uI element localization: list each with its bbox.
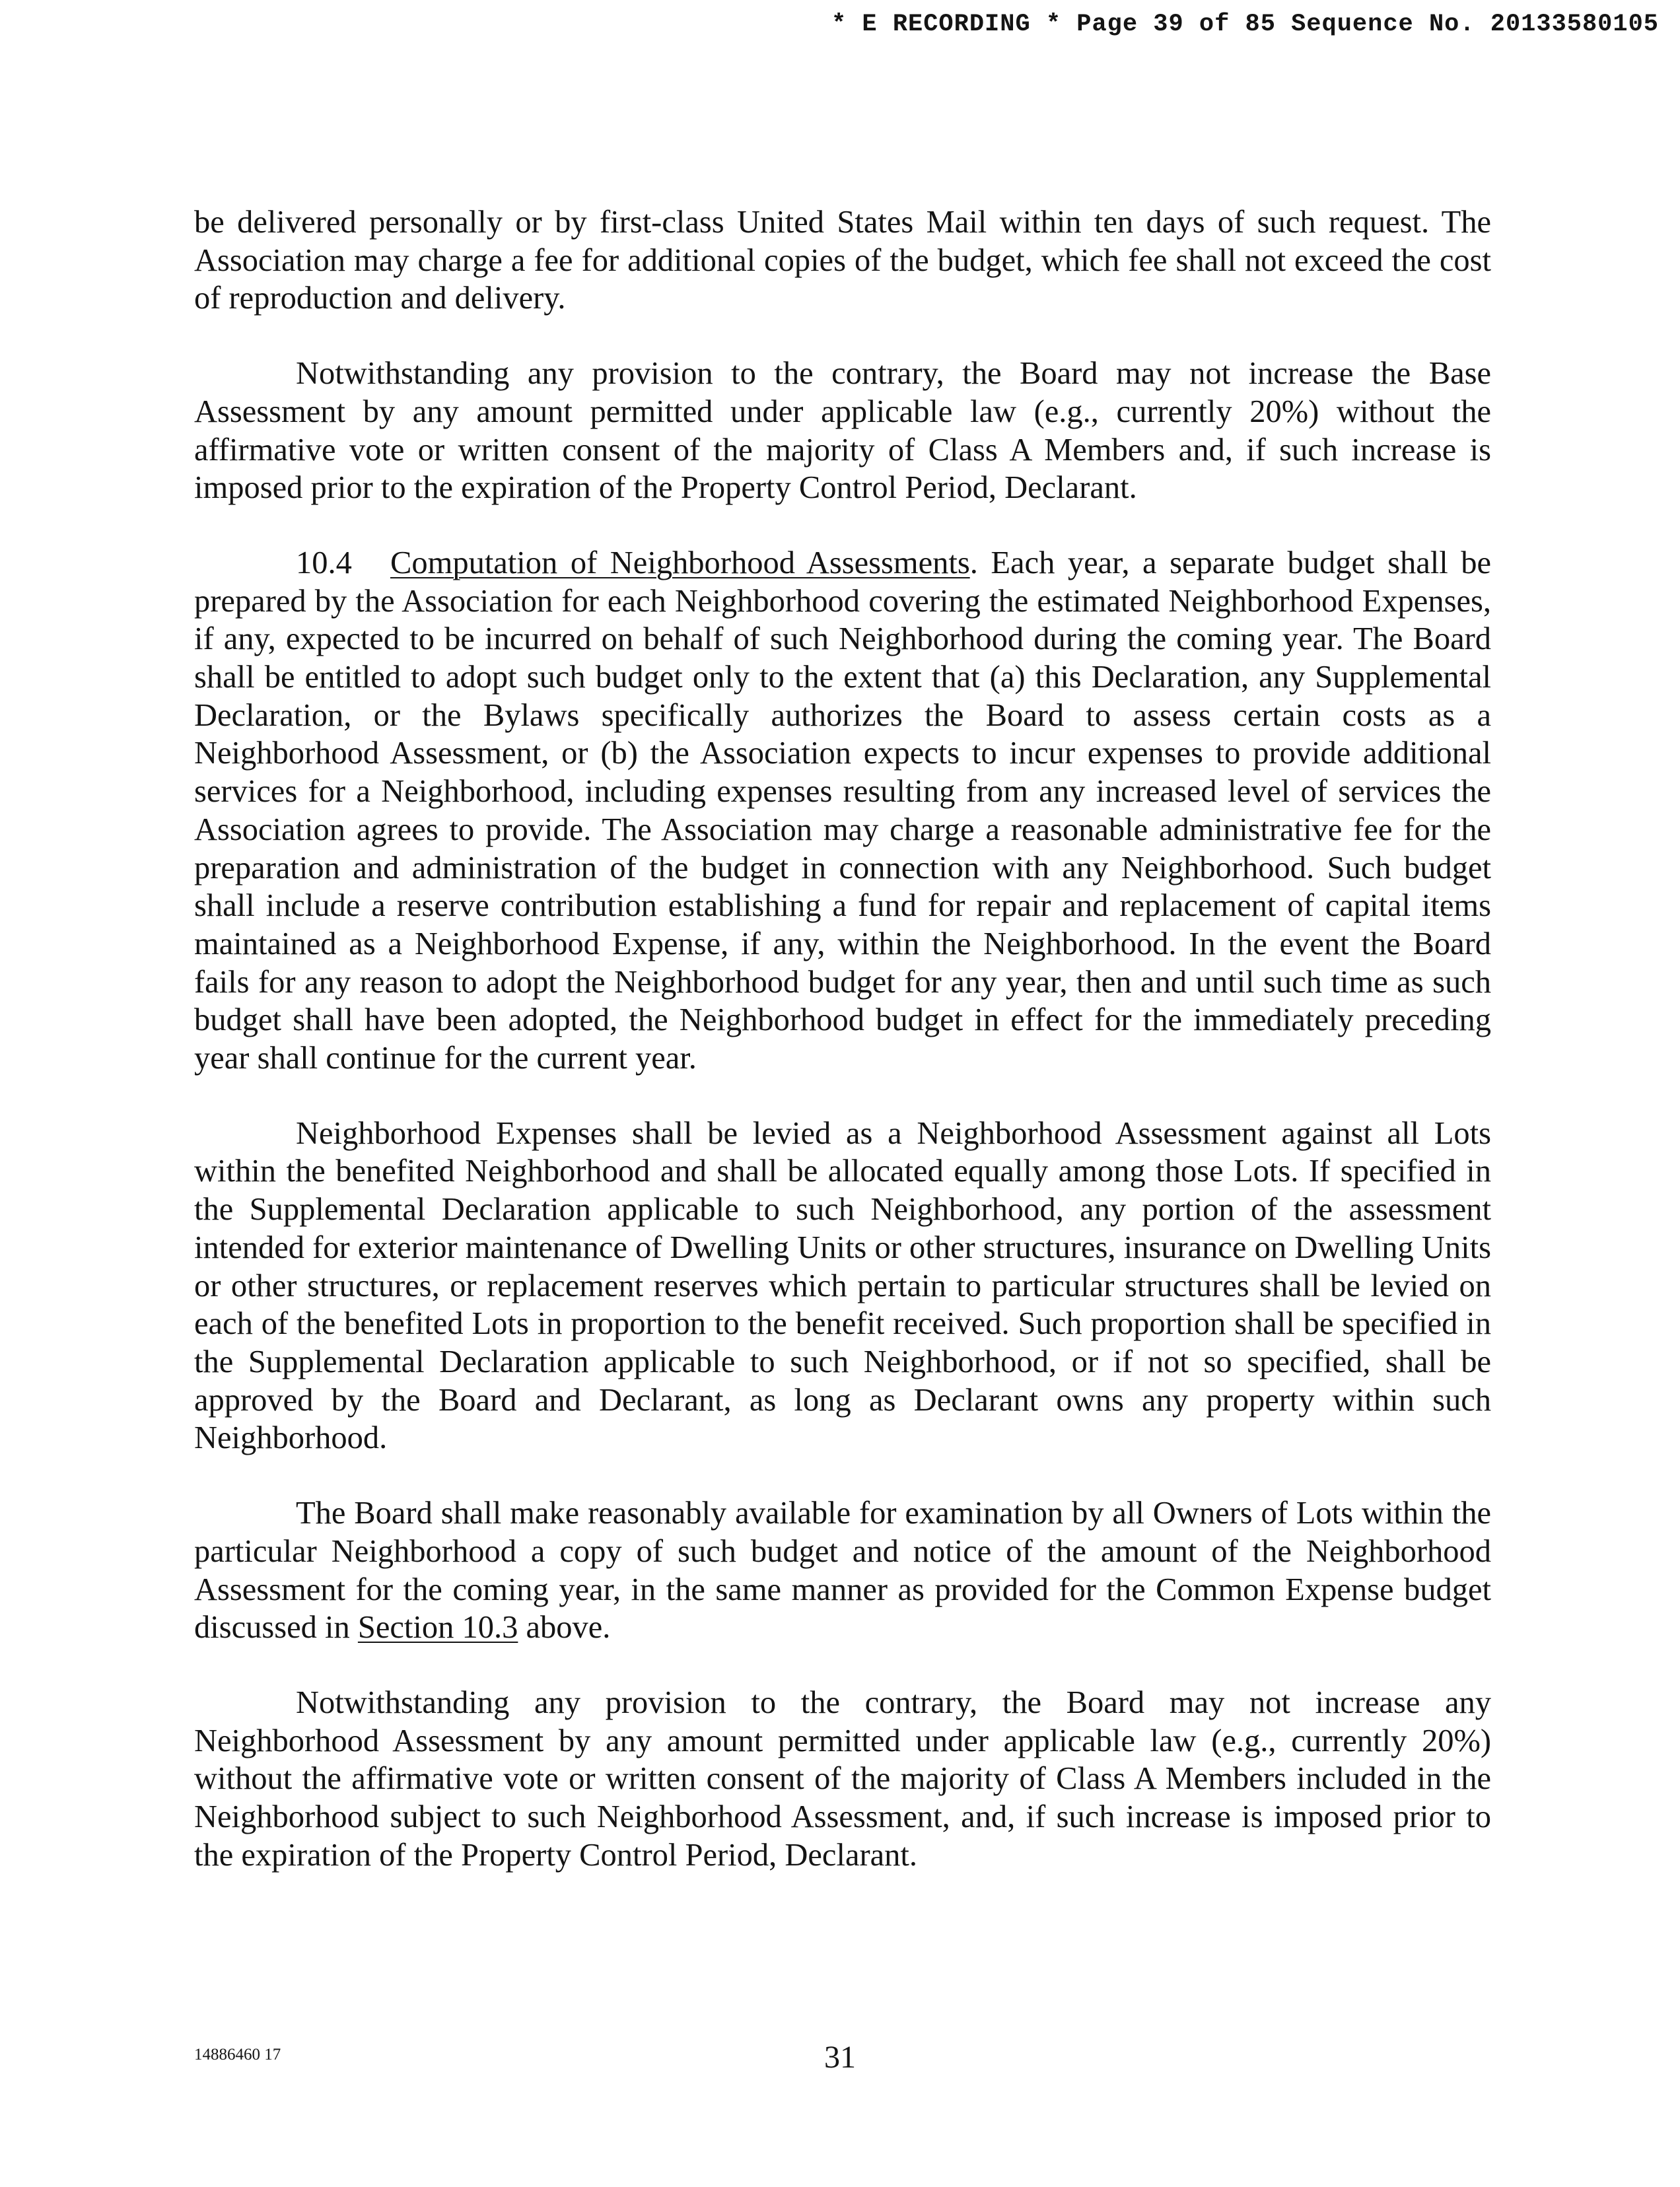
section-heading: Computation of Neighborhood Assessments	[390, 545, 970, 580]
document-body	[194, 203, 1491, 1911]
paragraph-budget-examination-text: The Board shall make reasonably available for examination by all Owners of Lots within the particular Neighborhood a copy of such budget and notice of the amount of the Neighborhood Assessment for the coming year, in the same manner as provided for the Common Expense budget discussed in	[194, 1496, 1491, 1646]
section-heading-period: .	[969, 545, 978, 580]
paragraph-base-assessment-limit: Notwithstanding any provision to the contrary, the Board may not increase the Base Assessment by any amount permitted under applicable law (e.g., currently 20%) without the affirmative vote or written consent of the majority of Class A Members and, if such increase is imposed prior to the expiration of the Property Control Period, Declarant.	[194, 356, 1491, 506]
recording-header-stamp: * E RECORDING * Page 39 of 85 Sequence No. 20133580105	[831, 11, 1659, 38]
document-id: 14886460 17	[194, 2046, 281, 2064]
paragraph-budget-delivery: be delivered personally or by first-class United States Mail within ten days of such request. The Association may charge a fee for additional copies of the budget, which fee shall not exceed the cost of reproduction and delivery.	[194, 205, 1491, 316]
paragraph-neighborhood-expenses: Neighborhood Expenses shall be levied as a Neighborhood Assessment against all Lots within the benefited Neighborhood and shall be allocated equally among those Lots. If specified in the Supplemental Declaration applicable to such Neighborhood, any portion of the assessment intended for exterior maintenance of Dwelling Units or other structures, insurance on Dwelling Units or other structures, or replacement reserves which pertain to particular structures shall be levied on each of the benefited Lots in proportion to the benefit received. Such proportion shall be specified in the Supplemental Declaration applicable to such Neighborhood, or if not so specified, shall be approved by the Board and Declarant, as long as Declarant owns any property within such Neighborhood.	[194, 1115, 1491, 1456]
page-number: 31	[824, 2040, 856, 2075]
section-number: 10.4	[296, 545, 352, 580]
paragraph-budget-examination-end: above.	[518, 1610, 611, 1646]
section-10-4	[194, 544, 1491, 1078]
paragraph-budget-examination	[194, 1494, 1491, 1647]
section-10-4-text: Each year, a separate budget shall be prepared by the Association for each Neighborhood covering the estimated Neighborhood Expenses, if any, expected to be incurred on behalf of such Neighborhood during the coming year. The Board shall be entitled to adopt such budget only to the extent that (a) this Declaration, any Supplemental Declaration, or the Bylaws specifically authorizes the Board to assess certain costs as a Neighborhood Assessment, or (b) the Association expects to incur expenses to provide additional services for a Neighborhood, including expenses resulting from any increased level of services the Association agrees to provide. The Association may charge a reasonable administrative fee for the preparation and administration of the budget in connection with any Neighborhood. Such budget shall include a reserve contribution establishing a fund for repair and replacement of capital items maintained as a Neighborhood Expense, if any, within the Neighborhood. In the event the Board fails for any reason to adopt the Neighborhood budget for any year, then and until such time as such budget shall have been adopted, the Neighborhood budget in effect for the immediately preceding year shall continue for the current year.	[194, 545, 1491, 1076]
section-10-3-reference: Section 10.3	[357, 1610, 518, 1646]
paragraph-neighborhood-assessment-limit: Notwithstanding any provision to the contrary, the Board may not increase any Neighborhood Assessment by any amount permitted under applicable law (e.g., currently 20%) without the affirmative vote or written consent of the majority of Class A Members included in the Neighborhood subject to such Neighborhood Assessment, and, if such increase is imposed prior to the expiration of the Property Control Period, Declarant.	[194, 1684, 1491, 1873]
